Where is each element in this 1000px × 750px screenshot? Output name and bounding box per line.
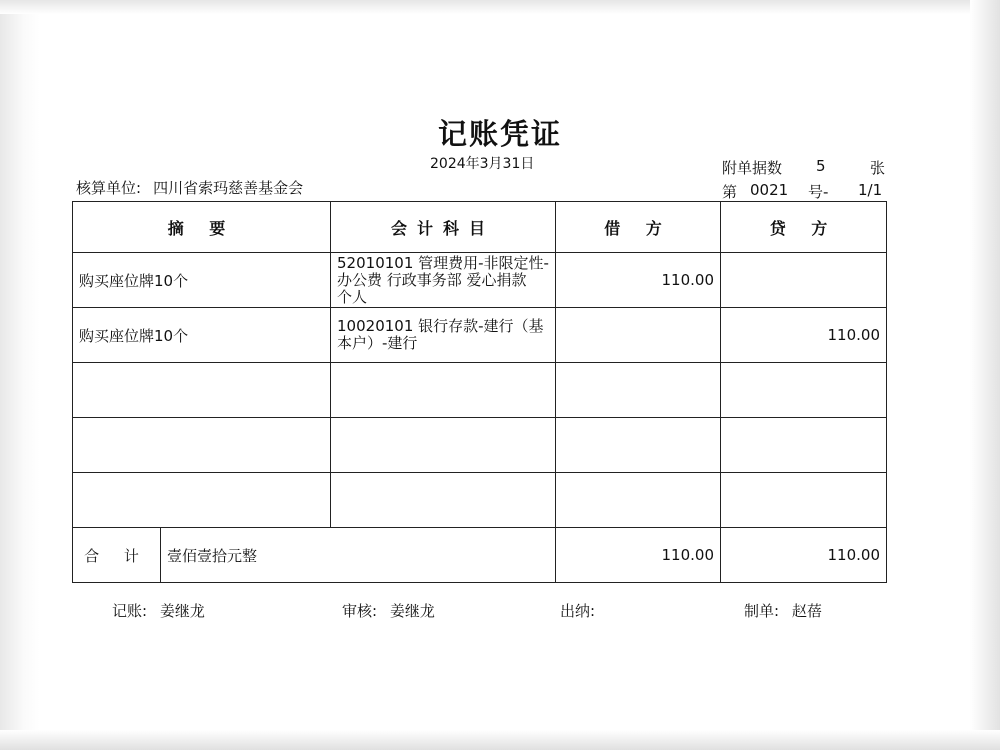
- voucher-page: 1/1: [858, 181, 883, 199]
- account-line: 52010101 管理费用-非限定性-: [337, 253, 549, 272]
- row-account: [331, 308, 556, 363]
- auditor-name: 姜继龙: [389, 602, 435, 620]
- empty-cell: [73, 418, 331, 473]
- attachment-unit: 张: [870, 159, 886, 177]
- preparer-name: 赵蓓: [791, 602, 822, 620]
- empty-cell: [721, 473, 887, 528]
- accounting-unit-name: 四川省索玛慈善基金会: [153, 179, 304, 197]
- row-summary: 购买座位牌10个: [73, 308, 331, 363]
- attachment-label: 附单据数: [722, 159, 783, 177]
- row-debit: [556, 308, 721, 363]
- preparer-label: 制单:: [744, 602, 780, 620]
- voucher-number-value: 0021: [750, 181, 789, 199]
- table-row-empty: [73, 418, 887, 473]
- accounting-unit-label: 核算单位:: [76, 179, 142, 197]
- account-line: 10020101 银行存款-建行（基: [337, 317, 544, 335]
- accounting-unit: [76, 177, 303, 198]
- header-account: 会计科目: [331, 202, 556, 253]
- row-account: [331, 253, 556, 308]
- empty-cell: [556, 418, 721, 473]
- row-credit: 110.00: [721, 308, 887, 363]
- cashier-signature: [560, 600, 603, 621]
- voucher-number-suffix: 号-: [808, 183, 829, 201]
- voucher-title: 记账凭证: [437, 117, 562, 151]
- empty-cell: [73, 363, 331, 418]
- total-credit: 110.00: [721, 528, 887, 583]
- empty-cell: [721, 418, 887, 473]
- auditor-label: 审核:: [342, 602, 378, 620]
- empty-cell: [556, 473, 721, 528]
- total-label: 合 计: [73, 528, 161, 583]
- voucher-date: 2024年3月31日: [430, 156, 535, 172]
- account-line: 办公费 行政事务部 爱心捐款: [337, 270, 527, 289]
- attachment-count: [722, 157, 886, 178]
- header-credit: 贷 方: [721, 202, 887, 253]
- auditor-signature: [342, 600, 435, 621]
- voucher-number-prefix: 第: [722, 183, 738, 201]
- account-line: 个人: [337, 287, 368, 306]
- row-debit: 110.00: [556, 253, 721, 308]
- table-row: [73, 308, 887, 363]
- total-row: [73, 528, 887, 583]
- header-summary: 摘 要: [73, 202, 331, 253]
- table-row-empty: [73, 473, 887, 528]
- cashier-label: 出纳:: [560, 602, 596, 620]
- empty-cell: [721, 363, 887, 418]
- row-credit: [721, 253, 887, 308]
- total-debit: 110.00: [556, 528, 721, 583]
- empty-cell: [331, 473, 556, 528]
- scan-edge-bottom: [0, 730, 1000, 750]
- scan-edge-top: [0, 0, 1000, 14]
- table-row: [73, 253, 887, 308]
- bookkeeper-name: 姜继龙: [159, 602, 205, 620]
- preparer-signature: [744, 600, 822, 621]
- empty-cell: [73, 473, 331, 528]
- total-amount-words: 壹佰壹拾元整: [161, 528, 556, 583]
- header-debit: 借 方: [556, 202, 721, 253]
- empty-cell: [331, 418, 556, 473]
- voucher-table: [72, 201, 887, 583]
- account-line: 本户）-建行: [337, 334, 418, 352]
- bookkeeper-label: 记账:: [112, 602, 148, 620]
- empty-cell: [331, 363, 556, 418]
- empty-cell: [556, 363, 721, 418]
- row-summary: 购买座位牌10个: [73, 253, 331, 308]
- table-header-row: [73, 202, 887, 253]
- bookkeeper-signature: [112, 600, 205, 621]
- attachment-number: 5: [816, 157, 826, 175]
- table-row-empty: [73, 363, 887, 418]
